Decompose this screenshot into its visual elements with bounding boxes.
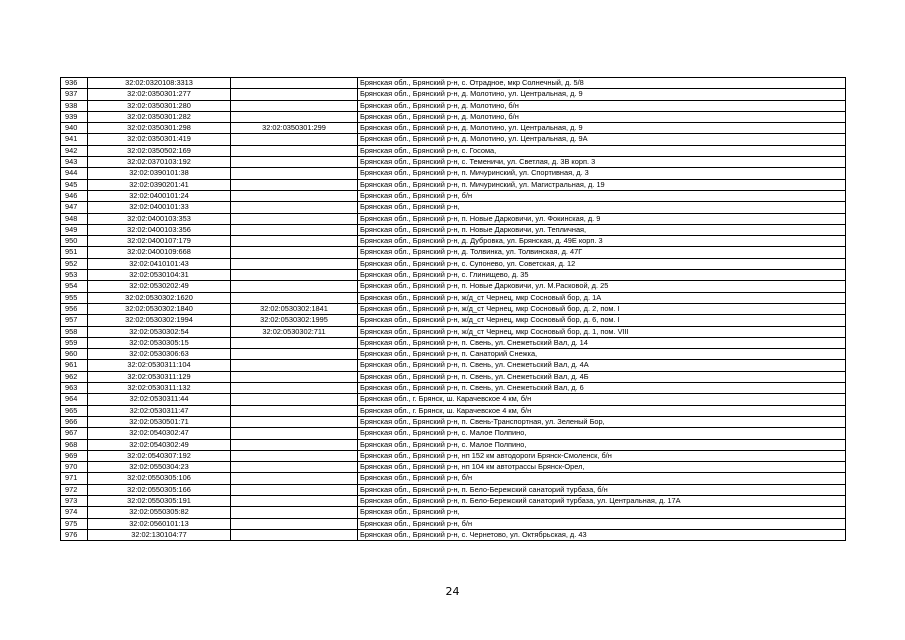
related-cadastral-number-cell xyxy=(231,202,358,213)
address-cell: Брянская обл., Брянский р-н, с. Малое Полпино, xyxy=(358,439,846,450)
related-cadastral-number-cell xyxy=(231,495,358,506)
address-cell: Брянская обл., Брянский р-н, п. Свень, ул. Снежетьский Вал, д. 4Б xyxy=(358,371,846,382)
cadastral-number-cell: 32:02:0550305:191 xyxy=(88,495,231,506)
table-row xyxy=(61,179,846,190)
related-cadastral-number-cell xyxy=(231,450,358,461)
registry-table xyxy=(60,77,846,541)
row-number-cell: 954 xyxy=(61,281,88,292)
row-number-cell: 949 xyxy=(61,224,88,235)
address-cell: Брянская обл., Брянский р-н, нп 104 км автотрассы Брянск-Орел, xyxy=(358,462,846,473)
table-row xyxy=(61,416,846,427)
row-number-cell: 955 xyxy=(61,292,88,303)
row-number-cell: 976 xyxy=(61,529,88,540)
related-cadastral-number-cell xyxy=(231,405,358,416)
address-cell: Брянская обл., Брянский р-н, с. Госома, xyxy=(358,145,846,156)
address-cell: Брянская обл., Брянский р-н, п. Свень, ул. Снежетьский Вал, д. 14 xyxy=(358,337,846,348)
related-cadastral-number-cell xyxy=(231,439,358,450)
table-row xyxy=(61,439,846,450)
cadastral-number-cell: 32:02:0400103:353 xyxy=(88,213,231,224)
page-number: 24 xyxy=(445,585,460,598)
row-number-cell: 971 xyxy=(61,473,88,484)
address-cell: Брянская обл., г. Брянск, ш. Карачевское 4 км, б/н xyxy=(358,405,846,416)
table-row xyxy=(61,484,846,495)
row-number-cell: 953 xyxy=(61,270,88,281)
table-row xyxy=(61,111,846,122)
address-cell: Брянская обл., Брянский р-н, п. Свень, ул. Снежетьский Вал, д. 4А xyxy=(358,360,846,371)
related-cadastral-number-cell xyxy=(231,213,358,224)
cadastral-number-cell: 32:02:0550305:106 xyxy=(88,473,231,484)
table-row xyxy=(61,349,846,360)
row-number-cell: 974 xyxy=(61,507,88,518)
address-cell: Брянская обл., Брянский р-н, п. Бело-Бережский санаторий турбаза, ул. Центральная, д. 17А xyxy=(358,495,846,506)
related-cadastral-number-cell xyxy=(231,292,358,303)
cadastral-number-cell: 32:02:0530311:44 xyxy=(88,394,231,405)
address-cell: Брянская обл., Брянский р-н, д. Молотино, ул. Центральная, д. 9 xyxy=(358,89,846,100)
related-cadastral-number-cell xyxy=(231,383,358,394)
table-row xyxy=(61,258,846,269)
row-number-cell: 946 xyxy=(61,190,88,201)
related-cadastral-number-cell xyxy=(231,89,358,100)
row-number-cell: 968 xyxy=(61,439,88,450)
cadastral-number-cell: 32:02:0540302:49 xyxy=(88,439,231,450)
address-cell: Брянская обл., Брянский р-н, д. Дубровка, ул. Брянская, д. 49Е корп. 3 xyxy=(358,236,846,247)
cadastral-number-cell: 32:02:0350301:277 xyxy=(88,89,231,100)
cadastral-number-cell: 32:02:0540307:192 xyxy=(88,450,231,461)
row-number-cell: 945 xyxy=(61,179,88,190)
table-row xyxy=(61,383,846,394)
table-row xyxy=(61,303,846,314)
cadastral-number-cell: 32:02:130104:77 xyxy=(88,529,231,540)
related-cadastral-number-cell xyxy=(231,134,358,145)
row-number-cell: 948 xyxy=(61,213,88,224)
related-cadastral-number-cell xyxy=(231,190,358,201)
related-cadastral-number-cell xyxy=(231,179,358,190)
related-cadastral-number-cell xyxy=(231,78,358,89)
cadastral-number-cell: 32:02:0530311:104 xyxy=(88,360,231,371)
cadastral-number-cell: 32:02:0350301:280 xyxy=(88,100,231,111)
row-number-cell: 965 xyxy=(61,405,88,416)
related-cadastral-number-cell xyxy=(231,462,358,473)
row-number-cell: 942 xyxy=(61,145,88,156)
row-number-cell: 957 xyxy=(61,315,88,326)
row-number-cell: 938 xyxy=(61,100,88,111)
table-row xyxy=(61,89,846,100)
address-cell: Брянская обл., Брянский р-н, xyxy=(358,507,846,518)
table-row xyxy=(61,213,846,224)
cadastral-number-cell: 32:02:0540302:47 xyxy=(88,428,231,439)
address-cell: Брянская обл., Брянский р-н, д. Молотино, ул. Центральная, д. 9 xyxy=(358,123,846,134)
cadastral-number-cell: 32:02:0550305:82 xyxy=(88,507,231,518)
row-number-cell: 940 xyxy=(61,123,88,134)
related-cadastral-number-cell: 32:02:0350301:299 xyxy=(231,123,358,134)
cadastral-number-cell: 32:02:0370103:192 xyxy=(88,157,231,168)
address-cell: Брянская обл., Брянский р-н, с. Теменичи, ул. Светлая, д. 3В корп. 3 xyxy=(358,157,846,168)
table-row xyxy=(61,405,846,416)
related-cadastral-number-cell xyxy=(231,157,358,168)
table-row xyxy=(61,518,846,529)
related-cadastral-number-cell xyxy=(231,224,358,235)
cadastral-number-cell: 32:02:0320108:3313 xyxy=(88,78,231,89)
cadastral-number-cell: 32:02:0530311:132 xyxy=(88,383,231,394)
row-number-cell: 941 xyxy=(61,134,88,145)
table-row xyxy=(61,281,846,292)
address-cell: Брянская обл., Брянский р-н, д. Молотино, б/н xyxy=(358,111,846,122)
address-cell: Брянская обл., Брянский р-н, п. Новые Дарковичи, ул. Тепличная, xyxy=(358,224,846,235)
table-row xyxy=(61,123,846,134)
row-number-cell: 936 xyxy=(61,78,88,89)
address-cell: Брянская обл., Брянский р-н, с. Чернетово, ул. Октябрьская, д. 43 xyxy=(358,529,846,540)
related-cadastral-number-cell xyxy=(231,349,358,360)
row-number-cell: 937 xyxy=(61,89,88,100)
cadastral-number-cell: 32:02:0400107:179 xyxy=(88,236,231,247)
related-cadastral-number-cell: 32:02:0530302:711 xyxy=(231,326,358,337)
table-row xyxy=(61,100,846,111)
row-number-cell: 956 xyxy=(61,303,88,314)
cadastral-number-cell: 32:02:0530202:49 xyxy=(88,281,231,292)
address-cell: Брянская обл., Брянский р-н, д. Молотино, ул. Центральная, д. 9А xyxy=(358,134,846,145)
row-number-cell: 943 xyxy=(61,157,88,168)
address-cell: Брянская обл., Брянский р-н, п. Мичуринский, ул. Спортивная, д. 3 xyxy=(358,168,846,179)
row-number-cell: 969 xyxy=(61,450,88,461)
row-number-cell: 951 xyxy=(61,247,88,258)
address-cell: Брянская обл., Брянский р-н, б/н xyxy=(358,518,846,529)
address-cell: Брянская обл., Брянский р-н, п. Новые Дарковичи, ул. М.Расковой, д. 25 xyxy=(358,281,846,292)
table-row xyxy=(61,224,846,235)
cadastral-number-cell: 32:02:0530501:71 xyxy=(88,416,231,427)
table-row xyxy=(61,450,846,461)
related-cadastral-number-cell: 32:02:0530302:1841 xyxy=(231,303,358,314)
related-cadastral-number-cell xyxy=(231,236,358,247)
row-number-cell: 939 xyxy=(61,111,88,122)
table-row xyxy=(61,462,846,473)
row-number-cell: 944 xyxy=(61,168,88,179)
cadastral-number-cell: 32:02:0350502:169 xyxy=(88,145,231,156)
address-cell: Брянская обл., Брянский р-н, п. Мичуринский, ул. Магистральная, д. 19 xyxy=(358,179,846,190)
related-cadastral-number-cell xyxy=(231,529,358,540)
related-cadastral-number-cell xyxy=(231,360,358,371)
table-row xyxy=(61,507,846,518)
cadastral-number-cell: 32:02:0530311:47 xyxy=(88,405,231,416)
address-cell: Брянская обл., Брянский р-н, п. Свень-Транспортная, ул. Зеленый Бор, xyxy=(358,416,846,427)
table-row xyxy=(61,134,846,145)
cadastral-number-cell: 32:02:0350301:419 xyxy=(88,134,231,145)
table-row xyxy=(61,270,846,281)
address-cell: Брянская обл., г. Брянск, ш. Карачевское 4 км, б/н xyxy=(358,394,846,405)
address-cell: Брянская обл., Брянский р-н, б/н xyxy=(358,473,846,484)
table-row xyxy=(61,473,846,484)
cadastral-number-cell: 32:02:0350301:282 xyxy=(88,111,231,122)
table-row xyxy=(61,168,846,179)
address-cell: Брянская обл., Брянский р-н, ж/д_ст Чернец, мкр Сосновый бор, д. 6, пом. I xyxy=(358,315,846,326)
table-row xyxy=(61,495,846,506)
cadastral-number-cell: 32:02:0530302:1840 xyxy=(88,303,231,314)
address-cell: Брянская обл., Брянский р-н, п. Новые Дарковичи, ул. Фокинская, д. 9 xyxy=(358,213,846,224)
table-row xyxy=(61,529,846,540)
table-row xyxy=(61,394,846,405)
related-cadastral-number-cell xyxy=(231,337,358,348)
address-cell: Брянская обл., Брянский р-н, с. Отрадное, мкр Солнечный, д. 5/8 xyxy=(358,78,846,89)
table-row xyxy=(61,145,846,156)
related-cadastral-number-cell xyxy=(231,111,358,122)
cadastral-number-cell: 32:02:0410101:43 xyxy=(88,258,231,269)
row-number-cell: 966 xyxy=(61,416,88,427)
related-cadastral-number-cell xyxy=(231,507,358,518)
cadastral-number-cell: 32:02:0550305:166 xyxy=(88,484,231,495)
related-cadastral-number-cell xyxy=(231,247,358,258)
address-cell: Брянская обл., Брянский р-н, п. Бело-Бережский санаторий турбаза, б/н xyxy=(358,484,846,495)
cadastral-number-cell: 32:02:0530311:129 xyxy=(88,371,231,382)
row-number-cell: 961 xyxy=(61,360,88,371)
table-row xyxy=(61,78,846,89)
row-number-cell: 962 xyxy=(61,371,88,382)
cadastral-number-cell: 32:02:0400109:668 xyxy=(88,247,231,258)
table-row xyxy=(61,247,846,258)
table-row xyxy=(61,428,846,439)
address-cell: Брянская обл., Брянский р-н, ж/д_ст Чернец, мкр Сосновый бор, д. 2, пом. I xyxy=(358,303,846,314)
table-row xyxy=(61,360,846,371)
cadastral-number-cell: 32:02:0530302:1994 xyxy=(88,315,231,326)
address-cell: Брянская обл., Брянский р-н, д. Толвинка, ул. Толвинская, д. 47Г xyxy=(358,247,846,258)
row-number-cell: 963 xyxy=(61,383,88,394)
table-row xyxy=(61,190,846,201)
table-row xyxy=(61,236,846,247)
related-cadastral-number-cell xyxy=(231,473,358,484)
row-number-cell: 972 xyxy=(61,484,88,495)
cadastral-number-cell: 32:02:0530306:63 xyxy=(88,349,231,360)
related-cadastral-number-cell xyxy=(231,168,358,179)
cadastral-number-cell: 32:02:0390201:41 xyxy=(88,179,231,190)
table-row xyxy=(61,371,846,382)
related-cadastral-number-cell xyxy=(231,484,358,495)
related-cadastral-number-cell xyxy=(231,145,358,156)
address-cell: Брянская обл., Брянский р-н, ж/д_ст Чернец, мкр Сосновый бор, д. 1А xyxy=(358,292,846,303)
cadastral-number-cell: 32:02:0550304:23 xyxy=(88,462,231,473)
related-cadastral-number-cell xyxy=(231,258,358,269)
address-cell: Брянская обл., Брянский р-н, с. Малое Полпино, xyxy=(358,428,846,439)
cadastral-number-cell: 32:02:0530302:54 xyxy=(88,326,231,337)
cadastral-number-cell: 32:02:0530104:31 xyxy=(88,270,231,281)
related-cadastral-number-cell xyxy=(231,281,358,292)
address-cell: Брянская обл., Брянский р-н, с. Глинищево, д. 35 xyxy=(358,270,846,281)
cadastral-number-cell: 32:02:0530305:15 xyxy=(88,337,231,348)
registry-table-body xyxy=(61,78,846,541)
row-number-cell: 964 xyxy=(61,394,88,405)
table-row xyxy=(61,337,846,348)
address-cell: Брянская обл., Брянский р-н, ж/д_ст Чернец, мкр Сосновый бор, д. 1, пом. VIII xyxy=(358,326,846,337)
row-number-cell: 952 xyxy=(61,258,88,269)
address-cell: Брянская обл., Брянский р-н, п. Санаторий Снежка, xyxy=(358,349,846,360)
related-cadastral-number-cell xyxy=(231,270,358,281)
related-cadastral-number-cell xyxy=(231,428,358,439)
table-row xyxy=(61,292,846,303)
address-cell: Брянская обл., Брянский р-н, xyxy=(358,202,846,213)
cadastral-number-cell: 32:02:0400101:24 xyxy=(88,190,231,201)
address-cell: Брянская обл., Брянский р-н, д. Молотино, б/н xyxy=(358,100,846,111)
related-cadastral-number-cell xyxy=(231,518,358,529)
cadastral-number-cell: 32:02:0390101:38 xyxy=(88,168,231,179)
cadastral-number-cell: 32:02:0350301:298 xyxy=(88,123,231,134)
related-cadastral-number-cell xyxy=(231,394,358,405)
address-cell: Брянская обл., Брянский р-н, п. Свень, ул. Снежетьский Вал, д. 6 xyxy=(358,383,846,394)
row-number-cell: 950 xyxy=(61,236,88,247)
table-row xyxy=(61,202,846,213)
row-number-cell: 970 xyxy=(61,462,88,473)
row-number-cell: 975 xyxy=(61,518,88,529)
row-number-cell: 958 xyxy=(61,326,88,337)
cadastral-number-cell: 32:02:0530302:1620 xyxy=(88,292,231,303)
row-number-cell: 967 xyxy=(61,428,88,439)
cadastral-number-cell: 32:02:0400101:33 xyxy=(88,202,231,213)
row-number-cell: 960 xyxy=(61,349,88,360)
cadastral-number-cell: 32:02:0400103:356 xyxy=(88,224,231,235)
row-number-cell: 973 xyxy=(61,495,88,506)
table-row xyxy=(61,157,846,168)
table-row xyxy=(61,326,846,337)
related-cadastral-number-cell xyxy=(231,371,358,382)
address-cell: Брянская обл., Брянский р-н, нп 152 км автодороги Брянск-Смоленск, б/н xyxy=(358,450,846,461)
related-cadastral-number-cell xyxy=(231,100,358,111)
address-cell: Брянская обл., Брянский р-н, б/н xyxy=(358,190,846,201)
related-cadastral-number-cell xyxy=(231,416,358,427)
row-number-cell: 959 xyxy=(61,337,88,348)
related-cadastral-number-cell: 32:02:0530302:1995 xyxy=(231,315,358,326)
row-number-cell: 947 xyxy=(61,202,88,213)
address-cell: Брянская обл., Брянский р-н, с. Супонево, ул. Советская, д. 12 xyxy=(358,258,846,269)
table-row xyxy=(61,315,846,326)
cadastral-number-cell: 32:02:0560101:13 xyxy=(88,518,231,529)
